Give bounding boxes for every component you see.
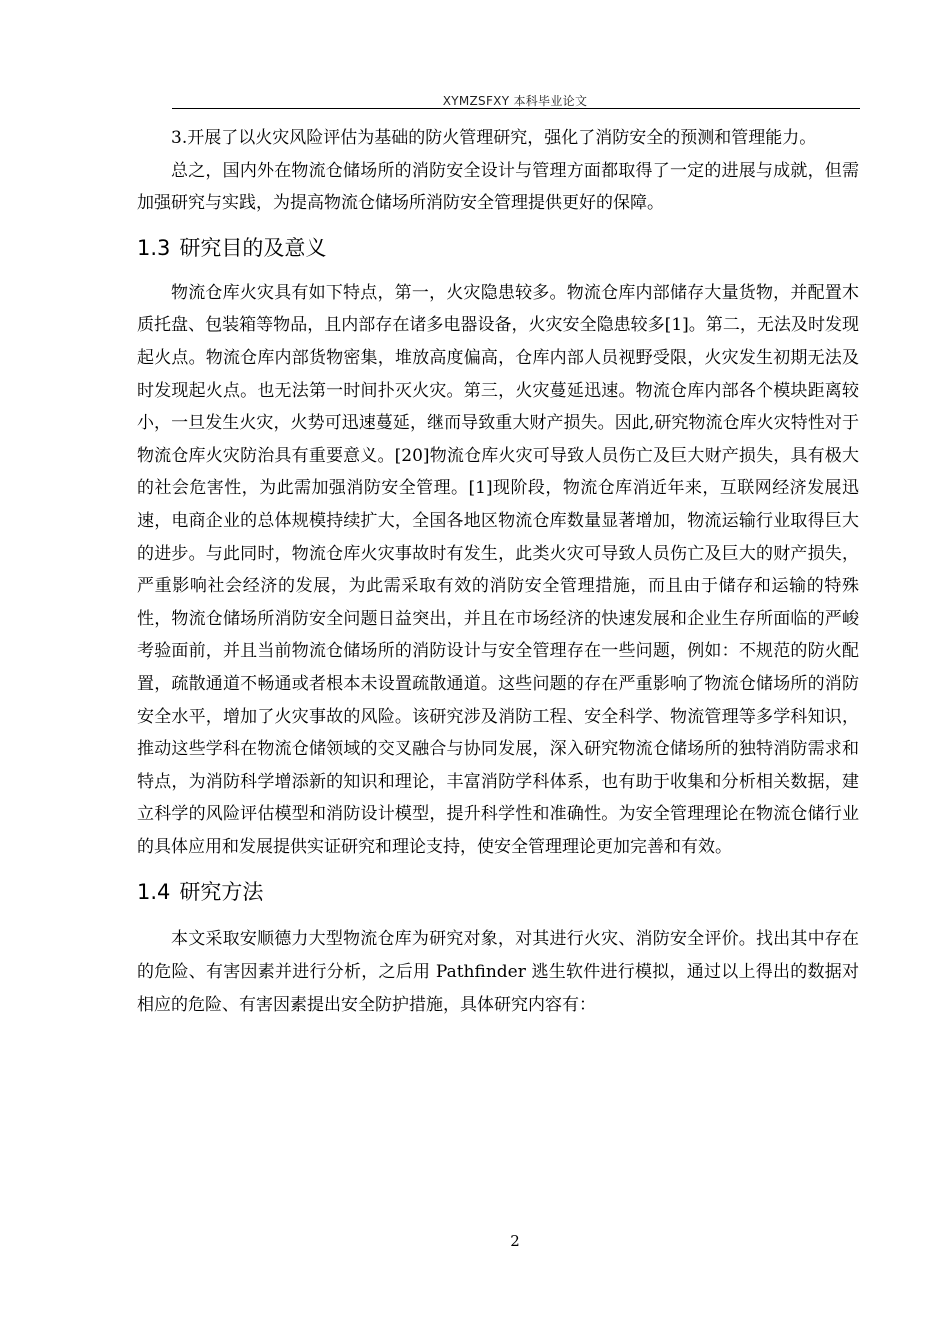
paragraph-fire-risk-management: 3.开展了以火灾风险评估为基础的防火管理研究，强化了消防安全的预测和管理能力。	[171, 128, 817, 148]
paragraph-research-method: 本文采取安顺德力大型物流仓库为研究对象，对其进行火灾、消防安全评价。找出其中存在的危险、有害因素并进行分析，之后用 Pathfinder 逃生软件进行模拟，通过以上得出的数据对相应的危险、有害因素提出安全防护措施，具体研究内容有：	[137, 929, 859, 1015]
page-number: 2	[510, 1232, 520, 1250]
section-heading-1-4	[137, 877, 859, 907]
paragraph-summary: 总之，国内外在物流仓储场所的消防安全设计与管理方面都取得了一定的进展与成就，但需加强研究与实践，为提高物流仓储场所消防安全管理提供更好的保障。	[137, 160, 859, 214]
section-heading-1-3	[137, 233, 859, 263]
section-title: 研究目的及意义	[179, 235, 327, 260]
document-body	[137, 122, 859, 1021]
section-number: 1.3	[137, 235, 171, 260]
running-header: XYMZSFXY 本科毕业论文	[442, 94, 588, 108]
section-number: 1.4	[137, 880, 171, 905]
section-title: 研究方法	[179, 880, 264, 905]
header-rule	[172, 108, 860, 109]
paragraph-research-purpose: 物流仓库火灾具有如下特点，第一，火灾隐患较多。物流仓库内部储存大量货物，并配置木质托盘、包装箱等物品，且内部存在诸多电器设备，火灾安全隐患较多[1]。第二，无法及时发现起火点。物流仓库内部货物密集，堆放高度偏高，仓库内部人员视野受限，火灾发生初期无法及时发现起火点。也无法第一时间扑灭火灾。第三，火灾蔓延迅速。物流仓库内部各个模块距离较小，一旦发生火灾，火势可迅速蔓延，继而导致重大财产损失。因此,研究物流仓库火灾特性对于物流仓库火灾防治具有重要意义。[20]物流仓库火灾可导致人员伤亡及巨大财产损失，具有极大的社会危害性，为此需加强消防安全管理。[1]现阶段，物流仓库消近年来，互联网经济发展迅速，电商企业的总体规模持续扩大，全国各地区物流仓库数量显著增加，物流运输行业取得巨大的进步。与此同时，物流仓库火灾事故时有发生，此类火灾可导致人员伤亡及巨大的财产损失，严重影响社会经济的发展，为此需采取有效的消防安全管理措施，而且由于储存和运输的特殊性，物流仓储场所消防安全问题日益突出，并且在市场经济的快速发展和企业生存所面临的严峻考验面前，并且当前物流仓储场所的消防设计与安全管理存在一些问题，例如：不规范的防火配置，疏散通道不畅通或者根本未设置疏散通道。这些问题的存在严重影响了物流仓储场所的消防安全水平，增加了火灾事故的风险。该研究涉及消防工程、安全科学、物流管理等多学科知识，推动这些学科在物流仓储领域的交叉融合与协同发展，深入研究物流仓储场所的独特消防需求和特点，为消防科学增添新的知识和理论，丰富消防学科体系，也有助于收集和分析相关数据，建立科学的风险评估模型和消防设计模型，提升科学性和准确性。为安全管理理论在物流仓储行业的具体应用和发展提供实证研究和理论支持，使安全管理理论更加完善和有效。	[137, 282, 859, 857]
